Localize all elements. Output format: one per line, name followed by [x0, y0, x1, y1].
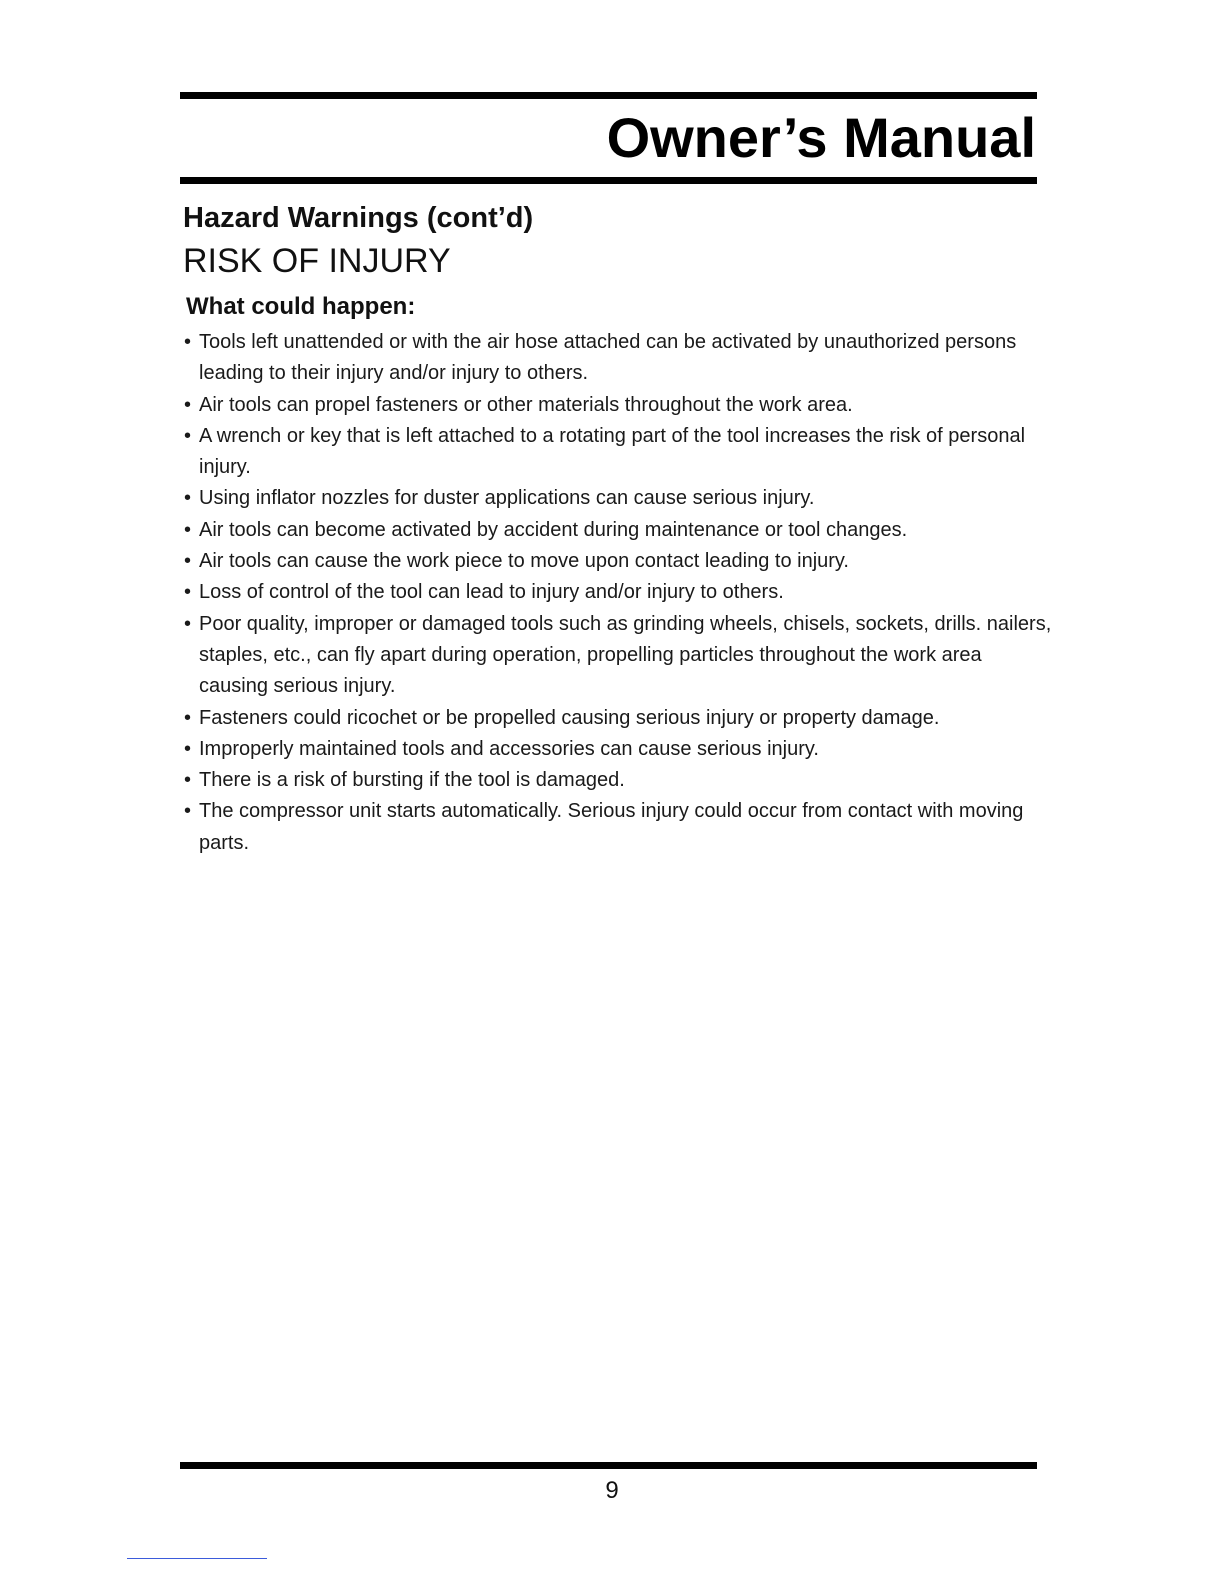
- list-item-text: Air tools can become activated by accident during maintenance or tool changes.: [199, 518, 908, 541]
- list-item: [184, 327, 1054, 390]
- list-item-text: The compressor unit starts automatically. Serious injury could occur from contact with moving parts.: [199, 800, 1024, 854]
- list-item-text: Using inflator nozzles for duster applications can cause serious injury.: [199, 487, 815, 510]
- list-item: [184, 703, 1054, 734]
- bullet-icon: •: [184, 550, 192, 573]
- list-item: [184, 609, 1054, 703]
- document-title: Owner’s Manual: [606, 106, 1036, 169]
- list-item: [184, 546, 1054, 577]
- footer-rule: [180, 1462, 1037, 1469]
- list-item: [184, 734, 1054, 765]
- list-item: [184, 421, 1054, 484]
- bullet-icon: •: [184, 769, 192, 792]
- bullet-icon: •: [184, 800, 192, 823]
- header-top-rule: [180, 92, 1037, 99]
- list-item-text: Poor quality, improper or damaged tools such as grinding wheels, chisels, sockets, drills. nailers, staples, etc., can fly apart during operation, propelling particles throughout the work area causing serious injury.: [199, 612, 1052, 698]
- list-item-text: Air tools can propel fasteners or other materials throughout the work area.: [199, 393, 853, 416]
- footer-link-underline: [127, 1558, 267, 1559]
- list-item: [184, 390, 1054, 421]
- hazard-list: [184, 327, 1054, 859]
- list-item-text: Fasteners could ricochet or be propelled causing serious injury or property damage.: [199, 706, 940, 729]
- list-item: [184, 515, 1054, 546]
- list-item: [184, 577, 1054, 608]
- list-item: [184, 483, 1054, 514]
- bullet-icon: •: [184, 331, 192, 353]
- bullet-icon: •: [184, 424, 192, 447]
- list-item-text: Air tools can cause the work piece to move upon contact leading to injury.: [199, 550, 849, 573]
- list-item-text: Improperly maintained tools and accessories can cause serious injury.: [199, 737, 819, 760]
- bullet-icon: •: [184, 581, 192, 604]
- bullet-icon: •: [184, 518, 192, 541]
- section-heading: Hazard Warnings (cont’d): [183, 202, 534, 234]
- header-bottom-rule: [180, 177, 1037, 184]
- bullet-icon: •: [184, 737, 192, 760]
- list-item: [184, 765, 1054, 796]
- bullet-icon: •: [184, 706, 192, 729]
- list-item-text: A wrench or key that is left attached to a rotating part of the tool increases the risk of personal injury.: [199, 424, 1026, 479]
- page-number: 9: [605, 1477, 619, 1504]
- list-item-text: Tools left unattended or with the air hose attached can be activated by unauthorized persons leading to their injury and/or injury to others.: [199, 331, 1017, 385]
- hazard-title: RISK OF INJURY: [183, 242, 451, 280]
- bullet-icon: •: [184, 487, 192, 510]
- list-heading: What could happen:: [186, 293, 416, 320]
- bullet-icon: •: [184, 612, 192, 635]
- list-item: [184, 796, 1054, 859]
- bullet-icon: •: [184, 393, 192, 416]
- list-item-text: Loss of control of the tool can lead to injury and/or injury to others.: [199, 581, 784, 604]
- list-item-text: There is a risk of bursting if the tool is damaged.: [199, 769, 625, 792]
